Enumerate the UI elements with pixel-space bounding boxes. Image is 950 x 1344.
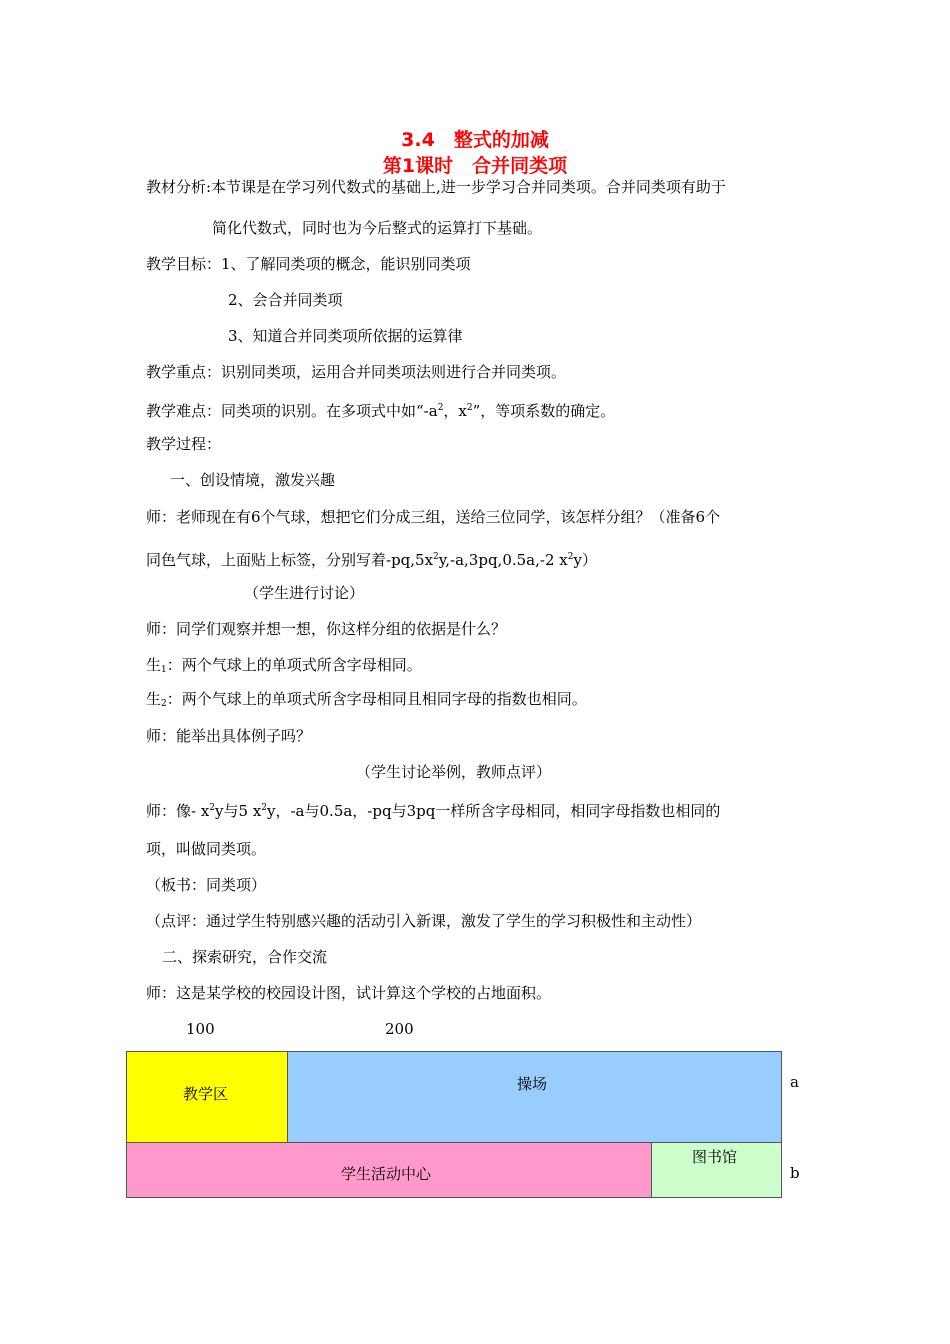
process-heading: 教学过程： xyxy=(146,435,222,453)
goal-line-1: 教学目标：1、了解同类项的概念，能识别同类项 xyxy=(146,255,471,273)
analysis-line-1: 教材分析:本节课是在学习列代数式的基础上,进一步学习合并同类项。合并同类项有助于 xyxy=(146,178,726,196)
height-label-b: b xyxy=(790,1164,800,1182)
difficulty-sup-1: 2 xyxy=(437,403,444,413)
lesson-title: 3.4 整式的加减 xyxy=(401,129,549,151)
student-2-sub: 2 xyxy=(161,699,167,709)
student-1-text: ：两个气球上的单项式所含字母相同。 xyxy=(166,656,422,674)
library-zone-label: 图书馆 xyxy=(692,1148,738,1166)
height-label-a: a xyxy=(790,1073,799,1091)
teacher-4-text-c: y，-a与0.5a，-pq与3pq一样所含字母相同，相同字母指数也相同的 xyxy=(267,802,721,820)
student-activity-center-zone xyxy=(126,1142,653,1198)
teacher-4-text-b: y与5 x xyxy=(215,802,262,820)
teacher-line-1: 师：老师现在有6个气球，想把它们分成三组，送给三位同学，该怎样分组？（准备6个 xyxy=(146,508,721,526)
difficulty-text-c: ”，等项系数的确定。 xyxy=(472,402,616,420)
balloon-labels-c: y） xyxy=(573,551,597,569)
goal-line-3: 3、知道合并同类项所依据的运算律 xyxy=(228,327,463,345)
student-2-prefix: 生 xyxy=(146,690,162,708)
playground-zone-label: 操场 xyxy=(517,1075,548,1093)
teaching-zone-label: 教学区 xyxy=(183,1085,229,1103)
comment-note: （点评：通过学生特别感兴趣的活动引入新课，激发了学生的学习积极性和主动性） xyxy=(146,912,702,930)
teacher-line-4 xyxy=(146,799,720,820)
board-note: （板书：同类项） xyxy=(146,876,267,894)
difficulty xyxy=(146,399,615,420)
balloon-labels-a: 同色气球，上面贴上标签，分别写着-pq,5x xyxy=(146,551,434,569)
teaching-zone xyxy=(126,1051,289,1143)
lesson-subtitle: 第1课时 合并同类项 xyxy=(382,155,568,177)
student-2-text: ：两个气球上的单项式所含字母相同且相同字母的指数也相同。 xyxy=(166,690,587,708)
balloon-sup-2: 2 xyxy=(567,552,574,562)
student-1-prefix: 生 xyxy=(146,656,162,674)
balloon-labels-b: y,-a,3pq,0.5a,-2 x xyxy=(438,551,568,569)
student-1-line xyxy=(146,656,422,679)
teacher-4-sup-1: 2 xyxy=(209,803,216,813)
student-discussion-note: （学生进行讨论） xyxy=(244,584,365,602)
difficulty-text-b: ，x xyxy=(443,402,467,420)
library-zone xyxy=(651,1142,782,1198)
teacher-4-text-a: 师：像- x xyxy=(146,802,210,820)
student-1-sub: 1 xyxy=(161,665,167,675)
key-point: 教学重点：识别同类项，运用合并同类项法则进行合并同类项。 xyxy=(146,363,567,381)
teacher-line-1b xyxy=(146,548,597,569)
teacher-line-2: 师：同学们观察并想一想，你这样分组的依据是什么？ xyxy=(146,620,507,638)
width-label-200: 200 xyxy=(385,1020,414,1038)
goal-line-2: 2、会合并同类项 xyxy=(228,291,343,309)
width-label-100: 100 xyxy=(186,1020,215,1038)
student-activity-center-label: 学生活动中心 xyxy=(341,1165,432,1183)
section-1-heading: 一、创设情境，激发兴趣 xyxy=(170,471,336,489)
section-2-heading: 二、探索研究，合作交流 xyxy=(162,948,328,966)
analysis-line-2: 简化代数式，同时也为今后整式的运算打下基础。 xyxy=(212,219,543,237)
playground-zone xyxy=(287,1051,782,1143)
difficulty-text-a: 教学难点：同类项的识别。在多项式中如“-a xyxy=(146,402,438,420)
student-2-line xyxy=(146,690,587,713)
teacher-line-4b: 项，叫做同类项。 xyxy=(146,840,267,858)
balloon-sup-1: 2 xyxy=(433,552,439,562)
teacher-line-5: 师：这是某学校的校园设计图，试计算这个学校的占地面积。 xyxy=(146,984,552,1002)
difficulty-sup-2: 2 xyxy=(466,403,473,413)
student-examples-note: （学生讨论举例，教师点评） xyxy=(356,763,552,781)
teacher-line-3: 师：能举出具体例子吗？ xyxy=(146,727,312,745)
teacher-4-sup-2: 2 xyxy=(261,803,268,813)
